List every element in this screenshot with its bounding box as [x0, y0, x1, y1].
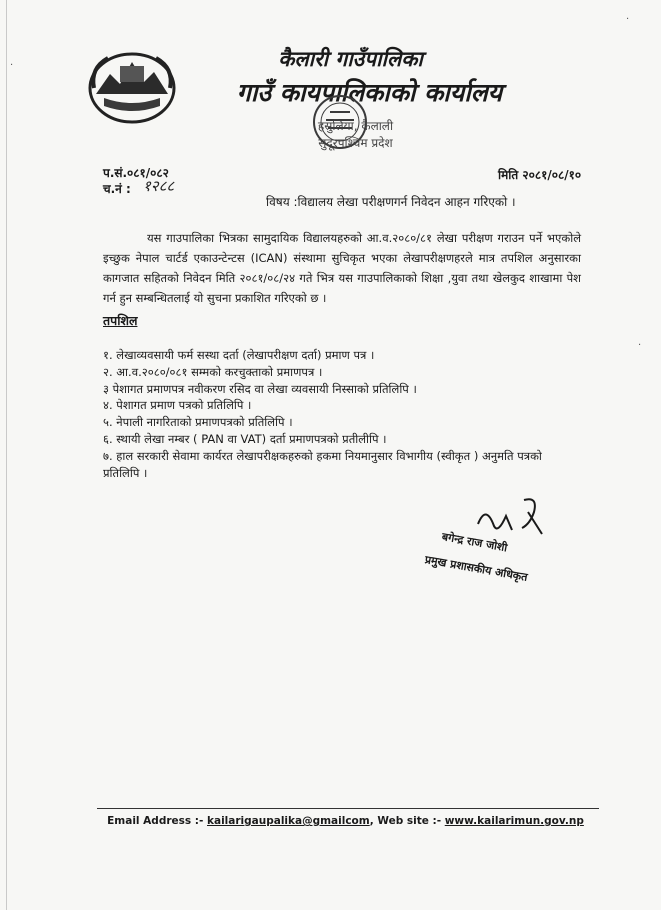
address-line-1: हसुलिया, कैलाली: [317, 119, 394, 133]
letter-subject: विषय :विद्यालय लेखा परीक्षणगर्न निवेदन आहन गरिएको ।: [266, 195, 516, 209]
requirements-list: [103, 347, 573, 481]
office-name: गाउँ कायपालिकाको कार्यालय: [236, 78, 503, 107]
scan-speck: ·: [626, 14, 630, 25]
address-line-2: सुदूरपश्चिम प्रदेश: [318, 136, 393, 150]
tapashil-heading: तपशिल: [103, 313, 138, 328]
dispatch-number-handwritten: १२८८: [143, 177, 175, 195]
scan-speck: ·: [638, 340, 642, 351]
website-link[interactable]: www.kailarimun.gov.np: [444, 815, 584, 827]
signatory-title: प्रमुख प्रशासकीय अधिकृत: [423, 553, 529, 584]
reference-number: प.सं.०८१/०८२: [103, 166, 169, 180]
dispatch-number-label: च.नं :: [103, 182, 131, 196]
municipality-name: कैलारी गाउँपालिका: [278, 47, 423, 71]
requirement-item: ५. नेपाली नागरिताको प्रमाणपत्रको प्रतिलिपि ।: [103, 415, 293, 430]
requirement-item: ३ पेशागत प्रमाणपत्र नवीकरण रसिद वा लेखा व्यवसायी निस्साको प्रतिलिपि ।: [103, 381, 417, 396]
body-paragraph: यस गाउपालिका भित्रका सामुदायिक विद्यालयहरुको आ.व.२०८०/८१ लेखा परीक्षण गराउन पर्ने भएकोले इच्छुक नेपाल चार्टर्ड एकाउन्टेन्टस (ICAN) संस्थामा सुचिकृत भएका लेखापरीक्षणहरले मात्र तपशिल अनुसारका कागजात सहितको निवेदन मिति २०८१/०८/२४ गते भित्र यस गाउपालिकाको शिक्षा ,युवा तथा खेलकुद शाखामा पेश गर्न हुन सम्बन्धितलाई यो सुचना प्रकाशित गरिएको छ ।: [103, 231, 581, 305]
requirement-item: १. लेखाव्यवसायी फर्म सस्था दर्ता (लेखापरीक्षण दर्ता) प्रमाण पत्र ।: [103, 348, 375, 362]
requirement-item: ४. पेशागत प्रमाण पत्रको प्रतिलिपि ।: [103, 398, 252, 413]
footer-divider: [97, 808, 599, 809]
email-label: Email Address :-: [107, 815, 204, 827]
requirement-item: ६. स्थायी लेखा नम्बर ( PAN वा VAT) दर्ता प्रमाणपत्रको प्रतीलीपि ।: [103, 431, 387, 446]
letter-date: मिति २०८१/०८/१०: [498, 168, 582, 182]
signature-icon: [472, 494, 562, 540]
scan-speck: ·: [10, 60, 14, 71]
requirement-item: ७. हाल सरकारी सेवामा कार्यरत लेखापरीक्षकहरुको हकमा नियमानुसार विभागीय (स्वीकृत ) अनुमति पत्रको प्रतिलिपि ।: [103, 448, 542, 480]
footer: [0, 815, 661, 827]
email-link[interactable]: kailarigaupalika@gmailcom: [207, 815, 370, 827]
signatory-name: बगेन्द्र राज जोशी: [440, 530, 509, 555]
requirement-item: २. आ.व.२०८०/०८१ सम्मको करचुक्ताको प्रमाणपत्र ।: [103, 364, 323, 379]
website-label: , Web site :-: [369, 815, 442, 827]
